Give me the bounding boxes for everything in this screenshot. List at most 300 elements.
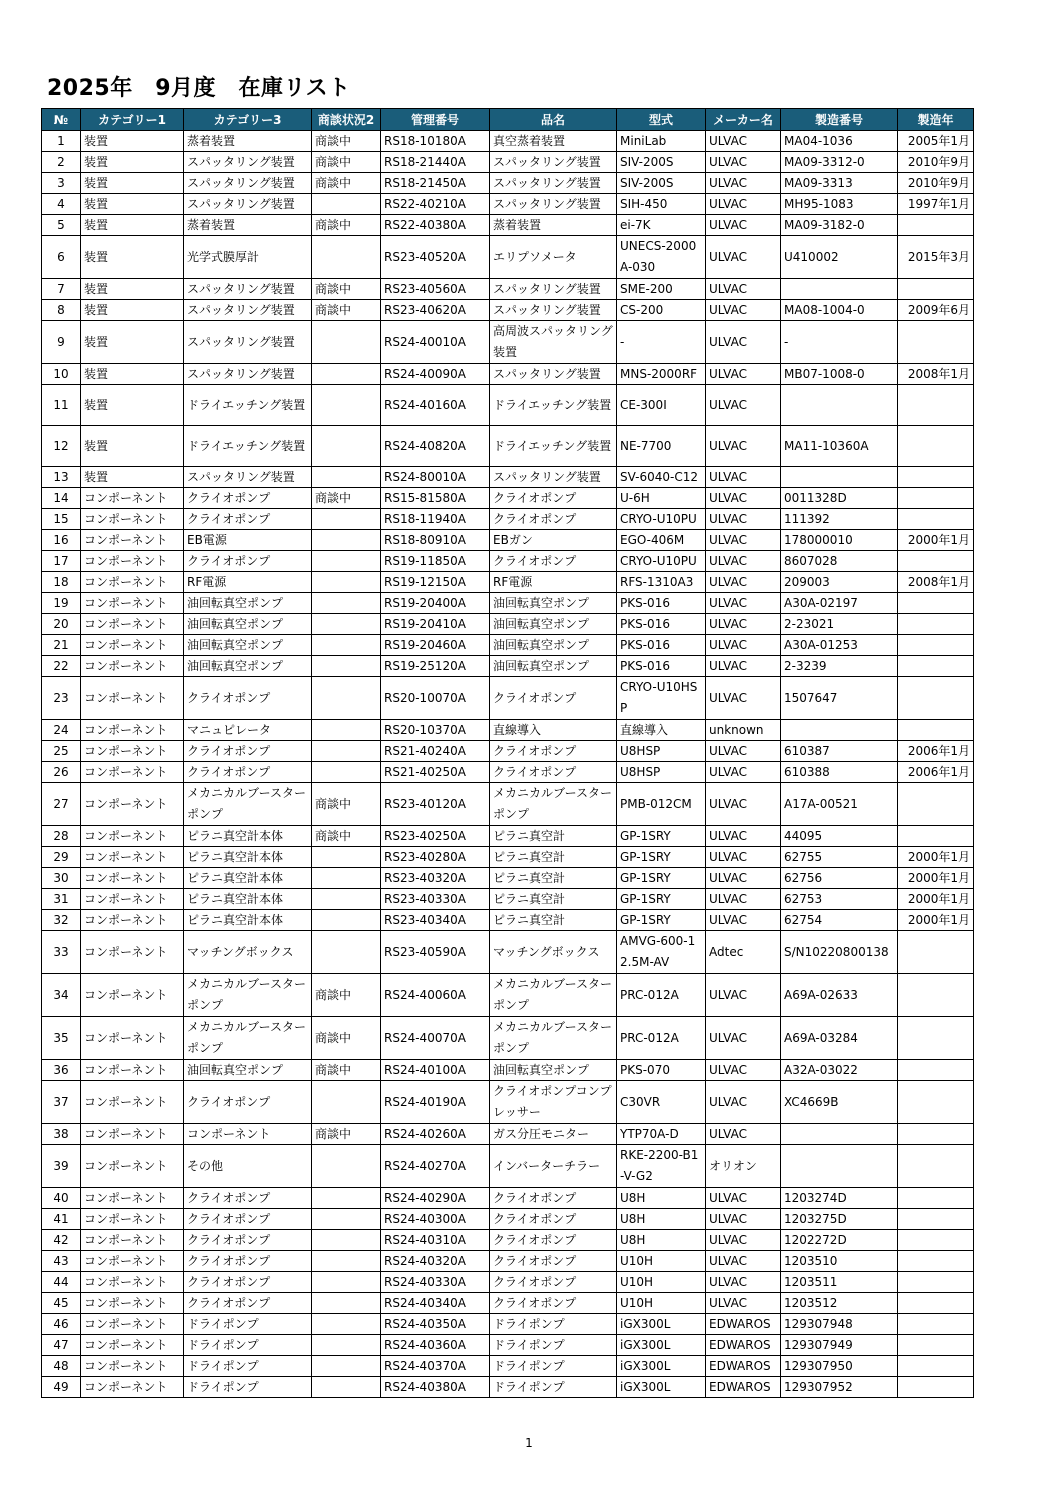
- cell-category1: コンポーネント: [81, 1230, 184, 1251]
- cell-serial: 62755: [781, 847, 898, 868]
- cell-category3: クライオポンプ: [184, 1230, 312, 1251]
- cell-model: MiniLab: [617, 131, 706, 152]
- cell-serial: 1507647: [781, 677, 898, 720]
- cell-maker: ULVAC: [706, 868, 781, 889]
- cell-model: 直線導入: [617, 720, 706, 741]
- cell-no: 44: [42, 1272, 81, 1293]
- cell-year: 2000年1月: [898, 530, 974, 551]
- cell-control-number: RS24-80010A: [381, 467, 490, 488]
- cell-control-number: RS24-40380A: [381, 1377, 490, 1398]
- cell-product-name: ピラニ真空計: [490, 826, 617, 847]
- cell-product-name: 油回転真空ポンプ: [490, 635, 617, 656]
- cell-serial: [781, 385, 898, 426]
- cell-no: 42: [42, 1230, 81, 1251]
- cell-product-name: クライオポンプ: [490, 1272, 617, 1293]
- cell-category3: ドライエッチング装置: [184, 385, 312, 426]
- cell-category1: 装置: [81, 173, 184, 194]
- cell-control-number: RS18-21450A: [381, 173, 490, 194]
- table-row: [42, 1230, 974, 1251]
- cell-product-name: クライオポンプ: [490, 1188, 617, 1209]
- cell-category3: クライオポンプ: [184, 741, 312, 762]
- col-header-control-number: 管理番号: [381, 109, 490, 131]
- cell-no: 29: [42, 847, 81, 868]
- cell-category1: コンポーネント: [81, 974, 184, 1017]
- cell-year: 2015年3月: [898, 236, 974, 279]
- cell-serial: MA04-1036: [781, 131, 898, 152]
- cell-product-name: 油回転真空ポンプ: [490, 614, 617, 635]
- col-header-category1: カテゴリー1: [81, 109, 184, 131]
- cell-year: [898, 974, 974, 1017]
- cell-maker: EDWAROS: [706, 1377, 781, 1398]
- col-header-deal-status: 商談状況2: [312, 109, 381, 131]
- cell-control-number: RS24-40310A: [381, 1230, 490, 1251]
- cell-no: 4: [42, 194, 81, 215]
- cell-year: 1997年1月: [898, 194, 974, 215]
- cell-serial: [781, 279, 898, 300]
- cell-no: 32: [42, 910, 81, 931]
- cell-category1: 装置: [81, 364, 184, 385]
- cell-year: [898, 1188, 974, 1209]
- cell-category3: スパッタリング装置: [184, 173, 312, 194]
- cell-category3: クライオポンプ: [184, 1251, 312, 1272]
- cell-serial: A30A-01253: [781, 635, 898, 656]
- cell-year: [898, 279, 974, 300]
- cell-serial: 209003: [781, 572, 898, 593]
- cell-control-number: RS24-40070A: [381, 1017, 490, 1060]
- cell-category3: メカニカルブースターポンプ: [184, 783, 312, 826]
- cell-model: CE-300I: [617, 385, 706, 426]
- cell-category1: コンポーネント: [81, 1081, 184, 1124]
- cell-category1: 装置: [81, 279, 184, 300]
- cell-deal-status: [312, 677, 381, 720]
- cell-category1: コンポーネント: [81, 931, 184, 974]
- cell-model: CRYO-U10PU: [617, 551, 706, 572]
- cell-model: YTP70A-D: [617, 1124, 706, 1145]
- cell-product-name: ピラニ真空計: [490, 910, 617, 931]
- cell-deal-status: [312, 847, 381, 868]
- table-row: [42, 1209, 974, 1230]
- cell-deal-status: [312, 868, 381, 889]
- cell-no: 7: [42, 279, 81, 300]
- table-row: [42, 152, 974, 173]
- cell-serial: 44095: [781, 826, 898, 847]
- table-row: [42, 215, 974, 236]
- cell-model: SIH-450: [617, 194, 706, 215]
- cell-model: iGX300L: [617, 1377, 706, 1398]
- cell-maker: ULVAC: [706, 910, 781, 931]
- cell-maker: ULVAC: [706, 426, 781, 467]
- cell-product-name: スパッタリング装置: [490, 173, 617, 194]
- table-row: [42, 720, 974, 741]
- cell-serial: 2-23021: [781, 614, 898, 635]
- cell-deal-status: [312, 194, 381, 215]
- cell-serial: 0011328D: [781, 488, 898, 509]
- cell-model: U10H: [617, 1251, 706, 1272]
- cell-product-name: マッチングボックス: [490, 931, 617, 974]
- cell-serial: [781, 467, 898, 488]
- cell-year: 2010年9月: [898, 152, 974, 173]
- cell-deal-status: [312, 593, 381, 614]
- cell-category3: メカニカルブースターポンプ: [184, 1017, 312, 1060]
- cell-control-number: RS18-11940A: [381, 509, 490, 530]
- cell-control-number: RS24-40350A: [381, 1314, 490, 1335]
- cell-category3: クライオポンプ: [184, 677, 312, 720]
- cell-model: GP-1SRY: [617, 910, 706, 931]
- cell-maker: ULVAC: [706, 1209, 781, 1230]
- table-row: [42, 1314, 974, 1335]
- cell-serial: 610387: [781, 741, 898, 762]
- cell-year: [898, 1293, 974, 1314]
- cell-category3: 蒸着装置: [184, 215, 312, 236]
- cell-control-number: RS24-40260A: [381, 1124, 490, 1145]
- cell-category1: コンポーネント: [81, 614, 184, 635]
- cell-product-name: RF電源: [490, 572, 617, 593]
- cell-serial: MA09-3312-0: [781, 152, 898, 173]
- cell-serial: 1203274D: [781, 1188, 898, 1209]
- cell-maker: Adtec: [706, 931, 781, 974]
- cell-category1: 装置: [81, 194, 184, 215]
- cell-no: 15: [42, 509, 81, 530]
- cell-maker: ULVAC: [706, 488, 781, 509]
- cell-no: 23: [42, 677, 81, 720]
- cell-maker: ULVAC: [706, 131, 781, 152]
- cell-no: 8: [42, 300, 81, 321]
- cell-category1: コンポーネント: [81, 635, 184, 656]
- cell-serial: 1203512: [781, 1293, 898, 1314]
- cell-year: [898, 1251, 974, 1272]
- cell-serial: 111392: [781, 509, 898, 530]
- cell-control-number: RS24-40090A: [381, 364, 490, 385]
- cell-category3: 油回転真空ポンプ: [184, 614, 312, 635]
- cell-model: SIV-200S: [617, 152, 706, 173]
- cell-year: [898, 509, 974, 530]
- cell-control-number: RS21-40250A: [381, 762, 490, 783]
- cell-model: PKS-016: [617, 635, 706, 656]
- table-row: [42, 1188, 974, 1209]
- cell-maker: ULVAC: [706, 1293, 781, 1314]
- cell-category1: 装置: [81, 131, 184, 152]
- cell-no: 37: [42, 1081, 81, 1124]
- cell-no: 21: [42, 635, 81, 656]
- cell-model: NE-7700: [617, 426, 706, 467]
- cell-category3: 油回転真空ポンプ: [184, 635, 312, 656]
- cell-serial: MA11-10360A: [781, 426, 898, 467]
- cell-no: 36: [42, 1060, 81, 1081]
- cell-category1: 装置: [81, 385, 184, 426]
- cell-model: CS-200: [617, 300, 706, 321]
- cell-control-number: RS24-40010A: [381, 321, 490, 364]
- cell-category1: コンポーネント: [81, 1017, 184, 1060]
- cell-year: [898, 488, 974, 509]
- table-row: [42, 321, 974, 364]
- cell-control-number: RS24-40360A: [381, 1335, 490, 1356]
- cell-model: CRYO-U10HSP: [617, 677, 706, 720]
- cell-deal-status: [312, 467, 381, 488]
- cell-control-number: RS19-25120A: [381, 656, 490, 677]
- table-row: [42, 1060, 974, 1081]
- cell-deal-status: [312, 762, 381, 783]
- cell-product-name: ピラニ真空計: [490, 868, 617, 889]
- cell-model: U8HSP: [617, 741, 706, 762]
- cell-deal-status: [312, 1081, 381, 1124]
- cell-maker: ULVAC: [706, 530, 781, 551]
- cell-deal-status: [312, 656, 381, 677]
- cell-deal-status: [312, 1209, 381, 1230]
- cell-model: iGX300L: [617, 1356, 706, 1377]
- cell-serial: A69A-03284: [781, 1017, 898, 1060]
- page-number: 1: [525, 1436, 533, 1450]
- cell-deal-status: [312, 741, 381, 762]
- cell-maker: ULVAC: [706, 783, 781, 826]
- cell-serial: 62753: [781, 889, 898, 910]
- cell-no: 28: [42, 826, 81, 847]
- cell-product-name: クライオポンプ: [490, 741, 617, 762]
- cell-serial: XC4669B: [781, 1081, 898, 1124]
- cell-category3: 油回転真空ポンプ: [184, 1060, 312, 1081]
- cell-category3: RF電源: [184, 572, 312, 593]
- cell-maker: ULVAC: [706, 889, 781, 910]
- cell-deal-status: [312, 1251, 381, 1272]
- cell-control-number: RS19-11850A: [381, 551, 490, 572]
- cell-product-name: クライオポンプ: [490, 551, 617, 572]
- cell-no: 27: [42, 783, 81, 826]
- cell-control-number: RS23-40340A: [381, 910, 490, 931]
- cell-deal-status: [312, 321, 381, 364]
- cell-model: RFS-1310A3: [617, 572, 706, 593]
- cell-model: GP-1SRY: [617, 889, 706, 910]
- cell-year: [898, 1230, 974, 1251]
- cell-category1: コンポーネント: [81, 530, 184, 551]
- cell-no: 33: [42, 931, 81, 974]
- cell-product-name: ピラニ真空計: [490, 847, 617, 868]
- cell-serial: [781, 1124, 898, 1145]
- cell-category3: ドライポンプ: [184, 1335, 312, 1356]
- cell-year: [898, 614, 974, 635]
- cell-serial: 1203275D: [781, 1209, 898, 1230]
- cell-category1: 装置: [81, 236, 184, 279]
- cell-serial: 129307948: [781, 1314, 898, 1335]
- cell-product-name: クライオポンプ: [490, 1230, 617, 1251]
- table-header-row: [42, 109, 974, 131]
- cell-serial: MH95-1083: [781, 194, 898, 215]
- cell-year: [898, 677, 974, 720]
- cell-control-number: RS24-40190A: [381, 1081, 490, 1124]
- cell-model: PMB-012CM: [617, 783, 706, 826]
- cell-model: PKS-016: [617, 656, 706, 677]
- cell-serial: MA09-3182-0: [781, 215, 898, 236]
- cell-serial: MA08-1004-0: [781, 300, 898, 321]
- cell-product-name: ドライポンプ: [490, 1314, 617, 1335]
- cell-year: [898, 467, 974, 488]
- cell-serial: MB07-1008-0: [781, 364, 898, 385]
- cell-maker: unknown: [706, 720, 781, 741]
- cell-product-name: クライオポンプ: [490, 1293, 617, 1314]
- cell-category1: コンポーネント: [81, 1335, 184, 1356]
- cell-model: SME-200: [617, 279, 706, 300]
- table-row: [42, 131, 974, 152]
- cell-model: PKS-070: [617, 1060, 706, 1081]
- cell-no: 17: [42, 551, 81, 572]
- cell-year: 2009年6月: [898, 300, 974, 321]
- cell-product-name: 油回転真空ポンプ: [490, 656, 617, 677]
- cell-control-number: RS18-21440A: [381, 152, 490, 173]
- cell-maker: ULVAC: [706, 467, 781, 488]
- cell-product-name: メカニカルブースターポンプ: [490, 1017, 617, 1060]
- cell-serial: 1202272D: [781, 1230, 898, 1251]
- cell-category3: スパッタリング装置: [184, 194, 312, 215]
- table-row: [42, 1293, 974, 1314]
- cell-product-name: クライオポンプ: [490, 1251, 617, 1272]
- cell-no: 18: [42, 572, 81, 593]
- cell-no: 25: [42, 741, 81, 762]
- cell-deal-status: [312, 426, 381, 467]
- cell-no: 14: [42, 488, 81, 509]
- cell-product-name: ドライポンプ: [490, 1377, 617, 1398]
- cell-year: [898, 1124, 974, 1145]
- cell-category1: 装置: [81, 300, 184, 321]
- cell-no: 5: [42, 215, 81, 236]
- cell-no: 45: [42, 1293, 81, 1314]
- cell-category1: コンポーネント: [81, 1251, 184, 1272]
- cell-control-number: RS18-10180A: [381, 131, 490, 152]
- cell-control-number: RS23-40120A: [381, 783, 490, 826]
- cell-maker: ULVAC: [706, 826, 781, 847]
- cell-category3: ドライポンプ: [184, 1377, 312, 1398]
- cell-control-number: RS24-40270A: [381, 1145, 490, 1188]
- cell-product-name: スパッタリング装置: [490, 300, 617, 321]
- cell-control-number: RS24-40300A: [381, 1209, 490, 1230]
- cell-maker: ULVAC: [706, 300, 781, 321]
- cell-model: iGX300L: [617, 1335, 706, 1356]
- cell-no: 47: [42, 1335, 81, 1356]
- cell-year: 2000年1月: [898, 910, 974, 931]
- col-header-serial: 製造番号: [781, 109, 898, 131]
- table-row: [42, 910, 974, 931]
- cell-category1: コンポーネント: [81, 1209, 184, 1230]
- cell-deal-status: 商談中: [312, 488, 381, 509]
- cell-maker: ULVAC: [706, 236, 781, 279]
- inventory-table: [41, 108, 974, 1398]
- cell-no: 46: [42, 1314, 81, 1335]
- cell-product-name: スパッタリング装置: [490, 152, 617, 173]
- cell-category3: スパッタリング装置: [184, 152, 312, 173]
- table-row: [42, 762, 974, 783]
- cell-deal-status: [312, 720, 381, 741]
- cell-year: [898, 720, 974, 741]
- table-row: [42, 194, 974, 215]
- cell-category3: 油回転真空ポンプ: [184, 593, 312, 614]
- cell-category1: コンポーネント: [81, 783, 184, 826]
- cell-category1: コンポーネント: [81, 677, 184, 720]
- cell-maker: ULVAC: [706, 279, 781, 300]
- table-row: [42, 1145, 974, 1188]
- table-row: [42, 741, 974, 762]
- cell-deal-status: 商談中: [312, 974, 381, 1017]
- cell-model: AMVG-600-12.5M-AV: [617, 931, 706, 974]
- cell-category3: スパッタリング装置: [184, 279, 312, 300]
- cell-maker: ULVAC: [706, 509, 781, 530]
- cell-control-number: RS19-20400A: [381, 593, 490, 614]
- cell-category1: コンポーネント: [81, 868, 184, 889]
- cell-maker: ULVAC: [706, 173, 781, 194]
- cell-category1: 装置: [81, 426, 184, 467]
- cell-category1: コンポーネント: [81, 1314, 184, 1335]
- cell-control-number: RS21-40240A: [381, 741, 490, 762]
- cell-category1: コンポーネント: [81, 1145, 184, 1188]
- cell-model: iGX300L: [617, 1314, 706, 1335]
- cell-deal-status: 商談中: [312, 1017, 381, 1060]
- cell-no: 31: [42, 889, 81, 910]
- cell-deal-status: [312, 1356, 381, 1377]
- cell-serial: 178000010: [781, 530, 898, 551]
- cell-year: [898, 1060, 974, 1081]
- cell-no: 22: [42, 656, 81, 677]
- cell-no: 24: [42, 720, 81, 741]
- cell-control-number: RS19-12150A: [381, 572, 490, 593]
- cell-deal-status: 商談中: [312, 152, 381, 173]
- cell-maker: ULVAC: [706, 1081, 781, 1124]
- cell-model: PKS-016: [617, 614, 706, 635]
- cell-no: 1: [42, 131, 81, 152]
- cell-deal-status: [312, 635, 381, 656]
- table-row: [42, 1017, 974, 1060]
- cell-no: 43: [42, 1251, 81, 1272]
- cell-maker: ULVAC: [706, 656, 781, 677]
- cell-deal-status: [312, 1293, 381, 1314]
- cell-model: MNS-2000RF: [617, 364, 706, 385]
- cell-product-name: 油回転真空ポンプ: [490, 593, 617, 614]
- cell-model: UNECS-2000A-030: [617, 236, 706, 279]
- cell-category3: クライオポンプ: [184, 1293, 312, 1314]
- cell-deal-status: [312, 1145, 381, 1188]
- cell-deal-status: [312, 551, 381, 572]
- cell-year: [898, 426, 974, 467]
- cell-deal-status: 商談中: [312, 131, 381, 152]
- cell-category3: ドライポンプ: [184, 1356, 312, 1377]
- cell-maker: ULVAC: [706, 1124, 781, 1145]
- cell-category3: マニュピレータ: [184, 720, 312, 741]
- cell-product-name: スパッタリング装置: [490, 467, 617, 488]
- cell-no: 6: [42, 236, 81, 279]
- cell-model: U8H: [617, 1209, 706, 1230]
- cell-year: [898, 656, 974, 677]
- cell-category3: クライオポンプ: [184, 488, 312, 509]
- cell-category3: クライオポンプ: [184, 1209, 312, 1230]
- cell-category3: クライオポンプ: [184, 1081, 312, 1124]
- cell-year: 2000年1月: [898, 868, 974, 889]
- cell-category3: スパッタリング装置: [184, 300, 312, 321]
- table-row: [42, 677, 974, 720]
- page-title: 2025年 9月度 在庫リスト: [47, 76, 351, 101]
- cell-serial: MA09-3313: [781, 173, 898, 194]
- cell-model: U10H: [617, 1293, 706, 1314]
- cell-no: 26: [42, 762, 81, 783]
- cell-no: 10: [42, 364, 81, 385]
- cell-maker: ULVAC: [706, 321, 781, 364]
- cell-maker: ULVAC: [706, 194, 781, 215]
- cell-maker: ULVAC: [706, 215, 781, 236]
- cell-category1: コンポーネント: [81, 910, 184, 931]
- table-row: [42, 868, 974, 889]
- table-row: [42, 1124, 974, 1145]
- cell-control-number: RS19-20460A: [381, 635, 490, 656]
- table-row: [42, 1272, 974, 1293]
- cell-maker: ULVAC: [706, 1272, 781, 1293]
- cell-maker: ULVAC: [706, 614, 781, 635]
- cell-year: 2006年1月: [898, 741, 974, 762]
- cell-control-number: RS15-81580A: [381, 488, 490, 509]
- cell-product-name: 高周波スパッタリング装置: [490, 321, 617, 364]
